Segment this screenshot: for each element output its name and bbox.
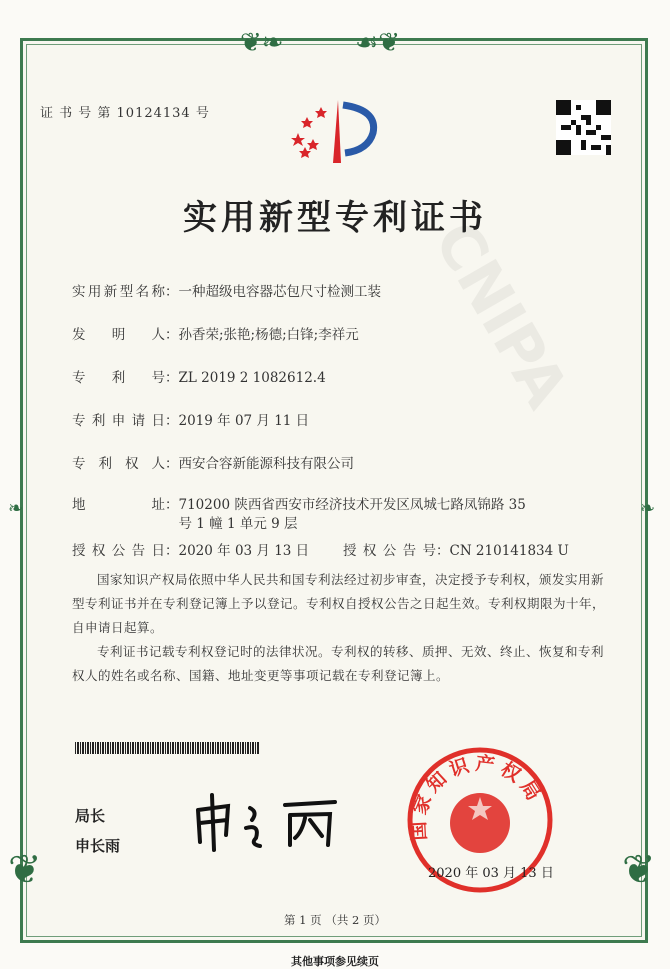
footer-note: 其他事项参见续页 [291,955,379,968]
field-application-date: 专利申请日：2019 年 07 月 11 日 [72,413,310,429]
corner-ornament-br: ❦ [622,847,656,893]
field-utility-model-name: 实用新型名称：一种超级电容器芯包尺寸检测工装 [72,284,381,300]
side-ornament-left: ❧ [8,498,24,519]
corner-ornament-bl: ❦ [8,847,42,893]
barcode [75,742,260,754]
cnipa-logo [283,95,388,165]
field-patent-number: 专利号：ZL 2019 2 1082612.4 [72,370,326,386]
field-patentee: 专利权人：西安合容新能源科技有限公司 [72,456,354,472]
statement-paragraph-1: 国家知识产权局依照中华人民共和国专利法经过初步审查，决定授予专利权，颁发实用新型专利证书并在专利登记簿上予以登记。专利权自授权公告之日起生效。专利权期限为十年，自申请日起算。 [72,572,606,635]
svg-text:国家知识产权局: 国家知识产权局 [407,752,548,842]
watermark: CNIPA [420,210,582,420]
side-ornament-right: ❧ [640,498,656,519]
field-inventors: 发明人：孙香荣;张艳;杨德;白锋;李祥元 [72,327,359,343]
director-title: 局长 [75,807,106,825]
top-ornament-left: ❦❧ [240,28,284,58]
top-ornament-right: ☙❦ [355,28,401,58]
certificate-number: 证 书 号 第 10124134 号 [40,106,210,121]
field-grant-number: 授权公告号：CN 210141834 U [343,543,569,559]
director-signature [190,790,345,855]
field-address: 地址：710200 陕西省西安市经济技术开发区凤城七路凤锦路 35 号 1 幢 1 单元 9 层 [72,497,526,532]
director-name: 申长雨 [75,837,121,855]
field-grant-date: 授权公告日：2020 年 03 月 13 日 [72,543,310,559]
qr-code [556,100,611,155]
seal-date: 2020 年 03 月 13 日 [428,866,554,881]
certificate-title: 实用新型专利证书 [183,198,487,238]
statement-paragraph-2: 专利证书记载专利权登记时的法律状况。专利权的转移、质押、无效、终止、恢复和专利权人的姓名或名称、国籍、地址变更等事项记载在专利登记簿上。 [72,644,605,683]
page-number: 第 1 页 （共 2 页） [284,913,386,927]
